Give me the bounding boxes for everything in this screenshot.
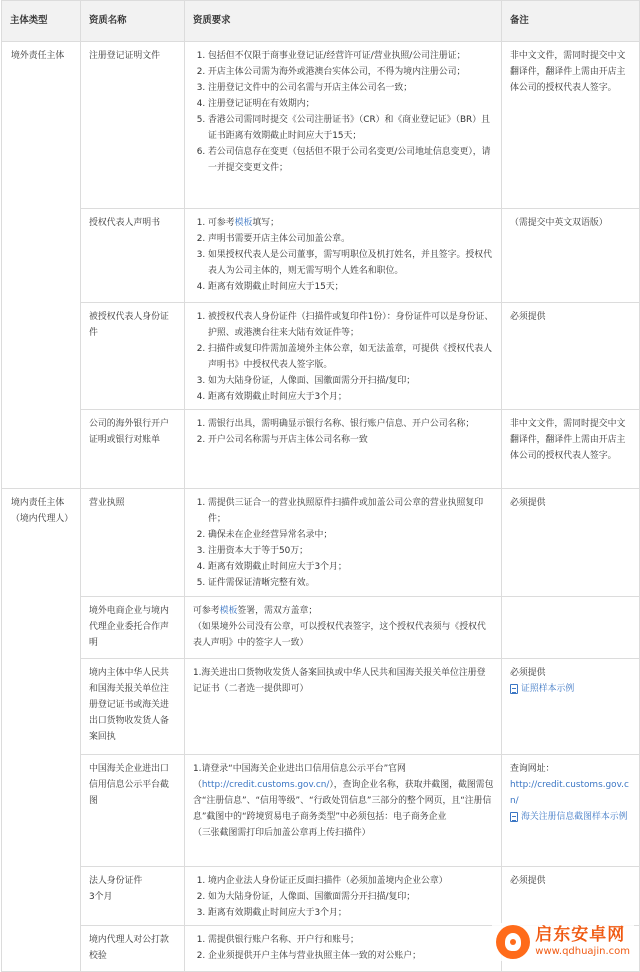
qualification-name: 境内主体中华人民共和国海关报关单位注册登记证书或海关进出口货物收发货人备案回执	[81, 659, 185, 755]
requirements-cell	[185, 410, 502, 489]
sample-doc-link[interactable]	[510, 681, 574, 697]
table-header-row	[2, 1, 640, 42]
list-item: 3. 注册登记文件中的公司名需与开店主体公司名一致；	[208, 80, 494, 96]
customs-url-link[interactable]: http://credit.customs.gov.cn/	[201, 780, 330, 790]
table-row	[2, 867, 640, 926]
list-item: 2. 扫描件或复印件需加盖境外主体公章，如无法盖章，可提供《授权代表人声明书》中授权代表人签字版。	[208, 341, 494, 373]
item-text: 1.请登录“中国海关企业进出口信用信息公示平台”官网（	[193, 764, 406, 790]
qualification-name: 授权代表人声明书	[81, 209, 185, 303]
document-icon	[510, 684, 518, 694]
watermark-url: www.qdhuajin.com	[535, 946, 630, 958]
note-cell	[502, 597, 640, 659]
list-item: 4. 距离有效期截止时间应大于3个月；	[208, 389, 494, 405]
template-link[interactable]: 模板	[219, 606, 238, 616]
header-qualification-name: 资质名称	[81, 1, 185, 42]
subject-domestic-subtitle: （境内代理人）	[11, 514, 74, 524]
qualification-name-line: 3个月	[89, 892, 113, 902]
note-cell: （需提交中英文双语版）	[502, 209, 640, 303]
requirements-cell	[185, 209, 502, 303]
template-link[interactable]: 模板	[234, 218, 253, 228]
header-notes: 备注	[502, 1, 640, 42]
qualification-name: 公司的海外银行开户证明或银行对账单	[81, 410, 185, 489]
list-item: 1. 需提供银行账户名称、开户行和账号；	[208, 932, 494, 948]
list-item: 2. 企业须提供开户主体与营业执照主体一致的对公账户；	[208, 948, 494, 964]
table-row	[2, 209, 640, 303]
item-text: 可参考	[208, 218, 235, 228]
table-row	[2, 755, 640, 867]
subject-domestic-title: 境内责任主体	[11, 498, 65, 508]
table-row	[2, 597, 640, 659]
list-item: 3. 如果授权代表人是公司董事，需写明职位及机打姓名，并且签字。授权代表人为公司主体的，则无需写明个人姓名和职位。	[208, 247, 494, 279]
item-text: ），查询企业名称，获取并截图，截图需包含“注册信息”、“信用等级”、“行政处罚信息”三部分的整个网页，且“注册信息”截图中的“跨境贸易电子商务类型”中必须包括：电子商务企业	[193, 780, 494, 822]
qualification-name: 营业执照	[81, 489, 185, 597]
requirements-cell: 1.海关进出口货物收发货人备案回执或中华人民共和国海关报关单位注册登记证书（二者选一提供即可）	[185, 659, 502, 755]
requirements-cell	[185, 597, 502, 659]
note-cell: 必须提供	[502, 489, 640, 597]
header-subject-type: 主体类型	[2, 1, 81, 42]
qualification-name: 境内代理人对公打款校验	[81, 926, 185, 972]
watermark	[492, 923, 634, 961]
list-item: 1. 被授权代表人身份证件（扫描件或复印件1份）：身份证件可以是身份证、护照、或港澳台往来大陆有效证件等；	[208, 309, 494, 341]
list-item	[208, 215, 494, 231]
note-cell: 非中文文件，需同时提交中文翻译件，翻译件上需由开店主体公司的授权代表人签字。	[502, 410, 640, 489]
list-item: 4. 距离有效期截止时间应大于3个月；	[208, 559, 494, 575]
list-item: 3. 注册资本大于等于50万；	[208, 543, 494, 559]
sample-doc-link-label: 海关注册信息截图样本示例	[521, 812, 628, 822]
qualification-name: 境外电商企业与境内代理企业委托合作声明	[81, 597, 185, 659]
list-item: 1. 需提供三证合一的营业执照原件扫描件或加盖公司公章的营业执照复印件；	[208, 495, 494, 527]
document-icon	[510, 812, 518, 822]
note-cell	[502, 659, 640, 755]
list-item: 1. 境内企业法人身份证正反面扫描件（必须加盖境内企业公章）	[208, 873, 494, 889]
note-cell: 非中文文件，需同时提交中文翻译件，翻译件上需由开店主体公司的授权代表人签字。	[502, 42, 640, 209]
list-item: 6. 若公司信息存在变更（包括但不限于公司名变更/公司地址信息变更），请一并提交变更文件；	[208, 144, 494, 176]
list-item: 2. 如为大陆身份证，人像面、国徽面需分开扫描/复印；	[208, 889, 494, 905]
list-item: 5. 香港公司需同时提交《公司注册证书》（CR）和《商业登记证》（BR）且证书距离有效期截止时间应大于15天；	[208, 112, 494, 144]
list-item: 3. 如为大陆身份证，人像面、国徽面需分开扫描/复印；	[208, 373, 494, 389]
table-row	[2, 489, 640, 597]
list-item: 2. 声明书需要开店主体公司加盖公章。	[208, 231, 494, 247]
requirement-line	[193, 603, 494, 619]
subject-overseas: 境外责任主体	[2, 42, 81, 489]
requirements-cell	[185, 303, 502, 410]
qualification-name-line: 法人身份证件	[89, 876, 143, 886]
item-text: 签署，需双方盖章；	[237, 606, 318, 616]
item-text: 可参考	[193, 606, 220, 616]
sample-doc-link-label: 证照样本示例	[521, 684, 575, 694]
subject-domestic	[2, 489, 81, 972]
list-item: 5. 证件需保证清晰完整有效。	[208, 575, 494, 591]
requirement-line: （如果境外公司没有公章，可以授权代表签字，这个授权代表须与《授权代表人声明》中的签字人一致）	[193, 622, 486, 648]
list-item: 2. 开店主体公司需为海外或港澳台实体公司，不得为境内注册公司；	[208, 64, 494, 80]
list-item: 1. 包括但不仅限于商事业登记证/经营许可证/营业执照/公司注册证；	[208, 48, 494, 64]
table-row	[2, 659, 640, 755]
qualification-name: 被授权代表人身份证件	[81, 303, 185, 410]
item-text: 填写；	[252, 218, 279, 228]
list-item: 1. 需银行出具，需明确显示银行名称、银行账户信息、开户公司名称；	[208, 416, 494, 432]
requirements-cell	[185, 489, 502, 597]
table-row	[2, 42, 640, 209]
qualification-table	[1, 0, 640, 972]
requirement-line: （三张截图需打印后加盖公章再上传扫描件）	[193, 828, 371, 838]
header-requirements: 资质要求	[185, 1, 502, 42]
list-item: 4. 距离有效期截止时间应大于15天；	[208, 279, 494, 295]
requirements-cell	[185, 926, 502, 972]
list-item: 2. 确保未在企业经营异常名录中；	[208, 527, 494, 543]
qualification-name: 注册登记证明文件	[81, 42, 185, 209]
note-cell: 必须提供	[502, 303, 640, 410]
table-row	[2, 410, 640, 489]
note-cell	[502, 755, 640, 867]
requirements-cell	[185, 755, 502, 867]
list-item: 2. 开户公司名称需与开店主体公司名称一致	[208, 432, 494, 448]
requirements-cell	[185, 867, 502, 926]
list-item: 4. 注册登记证明在有效期内；	[208, 96, 494, 112]
note-text: 必须提供	[510, 668, 546, 678]
table-row	[2, 303, 640, 410]
watermark-title: 启东安卓网	[535, 925, 626, 946]
site-logo-icon	[496, 925, 530, 959]
note-cell: 必须提供	[502, 867, 640, 926]
customs-url-link[interactable]: http://credit.customs.gov.cn/	[510, 780, 629, 806]
sample-doc-link[interactable]	[510, 809, 628, 825]
list-item: 3. 距离有效期截止时间应大于3个月；	[208, 905, 494, 921]
qualification-name: 中国海关企业进出口信用信息公示平台截图	[81, 755, 185, 867]
watermark-text	[535, 926, 630, 957]
note-label: 查询网址：	[510, 764, 555, 774]
requirements-cell	[185, 42, 502, 209]
qualification-name	[81, 867, 185, 926]
